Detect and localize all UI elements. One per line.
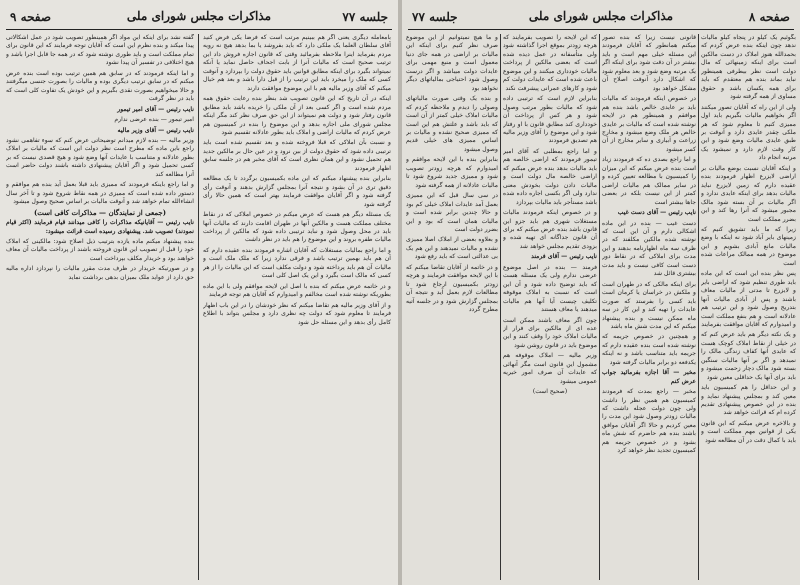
paragraph: و در خاتمه عرض میکنم که بنده با اصل این لایحه موافقم ولی با این ماده بطوریکه نوشته شده است مخالفم و امیدوارم که آقایان هم توجه فرمایند [203, 282, 391, 299]
centered-note: (صحیح است) [532, 388, 568, 396]
paragraph: و در صورتیکه خریدار در ظرف مدت مقرر مالیات را نپردازد اداره مالیه حق دارد از عواید ملک بمیزان بدهی برداشت نماید [6, 265, 194, 281]
paragraph: و یک نکته دیگر هم باید عرض کنم که در خیلی از نقاط املاک کوچک هست که عایدی آنها کفاف زندگی مالک را نمیدهد و اگر بر آنها مالیات سنگین بسته شود مالک دچار زحمت میشود و باید برای آنها یک حداقلی معین شود [701, 331, 796, 381]
motion-line: (جمعی از نمایندگان — مذاکرات کافی است) [33, 207, 167, 217]
paragraph: مخبر — راجع بمدت که فرمودند کمیسیون هم همین نظر را داشت ولی چون دولت عجله داشت که مالیات زودتر وصول شود این مدت را معین کردیم و حالا اگر آقایان موافق باشند بنده هم حاضرم که شش ماه بشود و در خصوص جریمه هم کمیسیون تجدید نظر خواهد کرد [602, 388, 696, 455]
session-label: جلسه ۷۷ [342, 10, 388, 24]
right-page-column-1 [701, 34, 796, 580]
paragraph: و اما راجع بمطلبی که آقای امیر تیمور فرمودند که اراضی خالصه هم باید مالیات بدهد بنده عرض میکنم که اراضی خالصه مال دولت است و مالیات دادن دولت بخودش معنی ندارد ولی اگر بکسی اجاره داده شده باشد مستأجر باید مالیات بپردازد [503, 147, 597, 206]
column-separator [198, 34, 199, 580]
paragraph: قانونی نیست زیرا که بنده تصور میکنم همانطور که آقایان فرمودند این مسئله خیلی مهم است و باید بیشتر در آن دقت شود برای اینکه اگر یک مرتبه وضع شود و بعد معلوم شود که اشکال دارد آنوقت اصلاح آن مشکل خواهد بود [602, 34, 696, 92]
speaker-line: نایب رئیس — آقای وزیر مالیه [117, 126, 194, 134]
page-number: صفحه ۹ [10, 10, 52, 24]
speaker-line: نایب رئیس — آقای فرمند [531, 253, 597, 261]
paragraph: و همچنین در خصوص جریمه که نوشته شده است بنده عقیده دارم که جریمه باید متناسب باشد و نه اینکه یکدفعه دو برابر مالیات گرفته شود [602, 333, 696, 366]
page-number: صفحه ۸ [748, 10, 790, 24]
paragraph: و از آقای وزیر مالیه هم تقاضا میکنم که نظر خودشان را در این باب اظهار فرمایند تا معلوم شود که دولت چه نظری دارد و مجلس بتواند با اطلاع کامل رأی بدهد و این مسئله حل شود [203, 301, 391, 326]
header-rule [408, 29, 794, 30]
paragraph: گفته نشد برای اینکه این مواد اگر همینطور تصویب شود در عمل اشکالاتی پیدا میکند و بنده نظرم این است که آقایان توجه فرمایند که این قانون برای تمام مملکت است و باید طوری نوشته شود که در همه جا قابل اجرا باشد و هیچ اختلافی در تفسیر آن پیدا نشود [6, 34, 194, 67]
paragraph: یک مسئله دیگر هم هست که عرض میکنم در خصوص املاکی که در نقاط مختلف مملکت هست و مالکین آنها در طهران اقامت دارند که مالیات آنها باید در محل وصول شود و نباید ترتیبی داده شود که مالکین از پرداخت مالیات طفره بروند و این موضوع را هم باید در نظر داشت [203, 211, 391, 244]
right-page-column-2 [602, 34, 696, 580]
paragraph: و بالاخره عرض میکنم که این قانون یکی از قوانین مهم مملکت است و باید با کمال دقت در آن مطالعه شود [701, 419, 796, 444]
session-label: جلسه ۷۷ [412, 10, 458, 24]
paragraph: بنابراین بنده با این لایحه موافقم و امیدوارم که هرچه زودتر تصویب شود و ممیزی جدید شروع شود تا مالیات عادلانه از همه گرفته شود [406, 156, 498, 189]
paragraph: ولی از این راه که آقایان تصور میکنند اگر بخواهیم مالیات بگیریم باید اول ممیزی کنیم تا معلوم شود که هر ملکی چقدر عایدی دارد و آنوقت بر طبق عایدی مالیات وضع شود و این کار وقت لازم دارد و نمیشود یک مرتبه انجام داد [701, 103, 796, 162]
paragraph: و این حداقل را هم کمیسیون باید معین کند و بمجلس پیشنهاد نماید و بنده در این خصوص پیشنهادی تقدیم کرده ام که قرائت خواهد شد [701, 384, 796, 417]
speaker-line: نایب رئیس — آقای امیر تیمور [117, 105, 194, 113]
header-rule [6, 29, 392, 30]
paragraph: دست غیب — بنده در این ماده اشکالی دارم و آن این است که نوشته شده مالکین مکلفند که در ظرف سه ماه اظهارنامه بدهند و این مدت برای املاکی که در نقاط دور دست است کافی نیست و باید مدت بیشتری قائل شد [602, 219, 696, 278]
paragraph: که این لایحه را تصویب بفرمایند که هرچه زودتر بموقع اجرا گذاشته شود ولی متأسفانه در عمل دیده شده است که بعضی مالکین از پرداخت مالیات خودداری میکنند و این موضوع باعث شده است که عایدات دولت کم شود و کارهای عمرانی پیشرفت نکند [503, 34, 597, 92]
speaker-line: نایب رئیس — آقای دست غیب [617, 209, 696, 217]
paragraph: زیرا که ما باید تشویق کنیم که زمینهای بایر آباد شود نه اینکه با وضع مالیات مانع آبادی بشویم و این موضوع در همه ممالک مراعات شده است [701, 225, 796, 267]
paragraph: در سی سال قبل که این ممیزی بعمل آمد عایدات املاک خیلی کم بود و حالا چندین برابر شده است و مالیات همان است که بود و این بضرر دولت است [406, 192, 498, 233]
paragraph: بنابراین بنده پیشنهاد میکنم که این ماده بکمیسیون برگردد تا یک مطالعه دقیق تری در آن بشود و نتیجه آنرا بمجلس گزارش بدهند و آنوقت رأی گرفته شود و اگر آقایان موافقت فرمایند بهتر است که همین حالا رأی گرفته شود [203, 175, 391, 208]
paragraph: چون اگر معاف باشند ممکن است عده ای از مالکین برای فرار از مالیات املاک خود را وقف کنند و این موضوع باید در قانون روشن شود [503, 316, 597, 349]
paragraph: وزیر مالیه — بنده لازم میدانم توضیحاتی عرض کنم که سوء تفاهمی نشود راجع باین ماده که مطرح است نظر دولت این است که مالیات بر املاک بطور عادلانه و متناسب با عایدات آنها وضع شود و هیچ قصدی نیست که بر کسی تحمیل شود و اگر آقایان پیشنهادی داشته باشند دولت حاضر است آنرا مطالعه کند [6, 136, 194, 178]
paragraph: پس نظر بنده این است که این ماده باید طوری تنظیم شود که اراضی بایر و لایزرع تا مدتی از مالیات معاف باشند و پس از آبادی مالیات آنها بتدریج وصول شود و این ترتیب هم عادلانه است و هم بنفع مملکت است و امیدوارم که آقایان موافقت بفرمایند [701, 270, 796, 328]
column-separator [698, 34, 699, 580]
paragraph: و بنده یک وقتی صورت مالیاتهای وصولی را دیدم و ملاحظه کردم که مالیات املاک خیلی کمتر از آن است که باید باشد و علتش هم این است که ممیزی صحیح نشده و مالیات بر اساس ممیزی های خیلی قدیم وصول میشود [406, 95, 498, 153]
paragraph: و بعلاوه بعضی از املاک اصلا ممیزی نشده و مالیات نمیدهند و این هم یک بی عدالتی است که باید رفع شود [406, 236, 498, 261]
paragraph: بنده پیشنهاد میکنم ماده یازده بترتیب ذیل اصلاح شود: مالکینی که املاک خود را قبل از تصویب این قانون فروخته باشند از پرداخت مالیات آن معاف خواهند بود و خریدار مکلف بپرداخت است [6, 237, 194, 262]
paragraph: و اینکه آقایان نسبت بوضع مالیات بر اراضی لایزرع اظهار فرمودند بنده عقیده دارم که زمین لایزرع نباید مالیات بدهد برای اینکه عایدی ندارد و اگر مالیات بر آن بسته شود مالک مجبور میشود که آنرا رها کند و این بضرر مملکت است [701, 164, 796, 223]
paragraph: بامعامله دیگری یعنی اگر هم ببینیم مرتب است که فرضا یکی فرض کنید آقای سلطان العلما یک ملکی دارد که باید بفروشد یا بما بدهد هیچ نه رویه مردم بفرماید اینرا ملاحظه بفرمائید وقتی که قانون اجازه فروش داد این ترتیب صحیح است که مالیات آنرا از بابت اجحاف حاصل نماید یا آنکه نمیتواند بگیرد برای اینکه مطابق قوانین باید حقوق دولت را بپردازد و آنوقت کسی که ملک را میخرد باید این ترتیب را از قبل دارا باشد و بعد هم خیال میکنم که آقای وزیر مالیه هم با این موضوع موافقت دارند [203, 34, 391, 92]
paragraph: وزیر مالیه — املاک موقوفه هم مشمول این قانون است مگر آنهائی که عایدات آن صرف امور خیریه عمومی میشود [503, 352, 597, 385]
speaker-line: نایب رئیس — آقایانیکه مذاکرات را کافی میدانند قیام فرمایند (اکثر قیام نمودند) تصویب شد. پیشنهادی رسیده است قرائت میشود: [6, 219, 194, 235]
right-page-column-4 [406, 34, 498, 580]
paragraph: و اما راجع بمالیات مستغلات که آقایان اشاره فرمودند بنده عقیده دارم که آن هم باید بهمین ترتیب باشد و فرقی ندارد زیرا که ملک ملک است و مالیات آن هم باید پرداخته شود و دولت مکلف است که این مالیات را از هر کسی که مالک است بگیرد و این یک اصل کلی است [203, 246, 391, 280]
paragraph: و اما راجع بصدی ده که فرمودند زیاد است بنده عرض میکنم که این میزان را کمیسیون با مطالعه تعیین کرده و در سایر ممالک هم مالیات اراضی کمتر از این نیست بلکه در بعضی جاها بیشتر است [602, 156, 696, 206]
paragraph: فرمند — بنده در اصل موضوع عرضی ندارم ولی یک مسئله هست که باید توضیح داده شود و آن این است که نسبت به املاک موقوفه تکلیف چیست آیا آنها هم مالیات میدهند یا معاف هستند [503, 263, 597, 314]
right-page-column-3 [503, 34, 597, 580]
running-title: مذاکرات مجلس شورای ملی [528, 9, 674, 23]
speaker-line: مخبر — آقا اجازه بفرمائید جواب عرض کنم [602, 369, 696, 385]
paragraph: و نسبت بآن املاکی که قبلا فروخته شده و بعد تقسیم شده است باید ترتیبی داده شود که حقوق دولت از بین نرود و در عین حال بر مالکین جدید هم تحمیل نشود و این همان نظری است که آقای مخبر هم در جلسه سابق اظهار فرمودند [203, 139, 391, 172]
paragraph: و اما اینکه فرمودند که در سابق هم همین ترتیب بوده است بنده عرض میکنم که در سابق ترتیب دیگری بوده و مالیات را بصورت جنسی میگرفتند و حالا میخواهیم بصورت نقدی بگیریم و این خودش یک تفاوت کلی است که باید در نظر گرفت [6, 69, 194, 103]
paragraph: بنابراین لازم است که ترتیبی داده شود که مالیات بطور مرتب وصول شود و هر کس از پرداخت آن خودداری کند مطابق قانون با او رفتار شود و این موضوع را آقای وزیر مالیه هم تصدیق فرمودند [503, 95, 597, 145]
right-page [402, 0, 800, 585]
paragraph: امیر تیمور — بنده عرضی ندارم [114, 116, 194, 124]
right-page-header [402, 0, 800, 30]
paragraph: در خصوص اینکه فرمودند که مالیات باید بر عایدی خالص باشد بنده هم موافقم و همینطور هم در لایحه نوشته شده است که مالیات بر عایدی خالص هر ملک وضع میشود و مخارج زراعت و آبیاری و سایر مخارج از آن کسر میشود [602, 95, 696, 153]
paragraph: و ما هیچ نمیتوانیم از این موضوع صرف نظر کنیم برای اینکه این مالیات بر اراضی در همه جای دنیا معمول است و منبع مهمی برای عایدات دولت میباشد و اگر درست وصول شود احتیاجی بمالیاتهای دیگر نخواهد بود [406, 34, 498, 92]
running-title: مذاکرات مجلس شورای ملی [126, 9, 272, 23]
left-page-column-right [203, 34, 391, 580]
paragraph: بگوئیم یک کیلو در پنجاه کیلو مالیات ندهد چون اینکه بنده عرض کردم که بحمدالله هنوز املاک در دست مالکین است برای اینکه زمینهائی که مال دولت است نظر بیطرفی همینطور نباید بماند بنده هم معتقدم که باید برای همه یکسان باشد و حقوق مساوی از همه گرفته شود [701, 34, 796, 101]
column-separator [500, 34, 501, 580]
paragraph: اینکه در آن تاریخ که این قانون تصویب شد بنظر بنده رعایت حقوق همه مردم شده است و اگر کسی بعد از آن ملکی را خریده باشد باید مطابق قانون رفتار شود و دولت هم نمیتواند از این حق صرف نظر کند مگر اینکه مجلس شورای ملی اجازه بدهد و این موضوع را بنده در کمیسیون هم عرض کردم که مالیات اراضی و املاک باید بطور عادلانه تقسیم شود [203, 95, 391, 136]
paragraph: برای اینکه مالکی که در طهران است و ملکش در خراسان یا کرمان است باید کسی را بفرستد که صورت عایدات را تهیه کند و این کار در سه ماه ممکن نیست و بنده پیشنهاد میکنم که این مدت شش ماه باشد [602, 280, 696, 330]
paragraph: و در خاتمه از آقایان تقاضا میکنم که با این لایحه موافقت فرمایند و هرچه زودتر بکمیسیون ارجاع شود تا مطالعات لازم بعمل آید و نتیجه آن بمجلس گزارش شود و در جلسه آتیه مطرح گردد [406, 263, 498, 314]
column-separator [599, 34, 600, 580]
left-page [0, 0, 398, 585]
paragraph: و اما راجع باینکه فرمودند که ممیزی باید قبلا بعمل آید بنده هم موافقم و دستور داده شده است که ممیزی در همه نقاط شروع شود و تا آخر سال انشاءالله تمام خواهد شد و آنوقت مالیات بر اساس صحیح وصول میشود [6, 181, 194, 206]
paragraph: و در خصوص اینکه فرمودند مالیات مستغلات شهری هم باید جزو این قانون باشد بنده عرض میکنم که برای آن قانون جداگانه ای تهیه شده و بزودی تقدیم مجلس خواهد شد [503, 209, 597, 250]
left-page-column-left [6, 34, 194, 580]
left-page-header [0, 0, 398, 30]
